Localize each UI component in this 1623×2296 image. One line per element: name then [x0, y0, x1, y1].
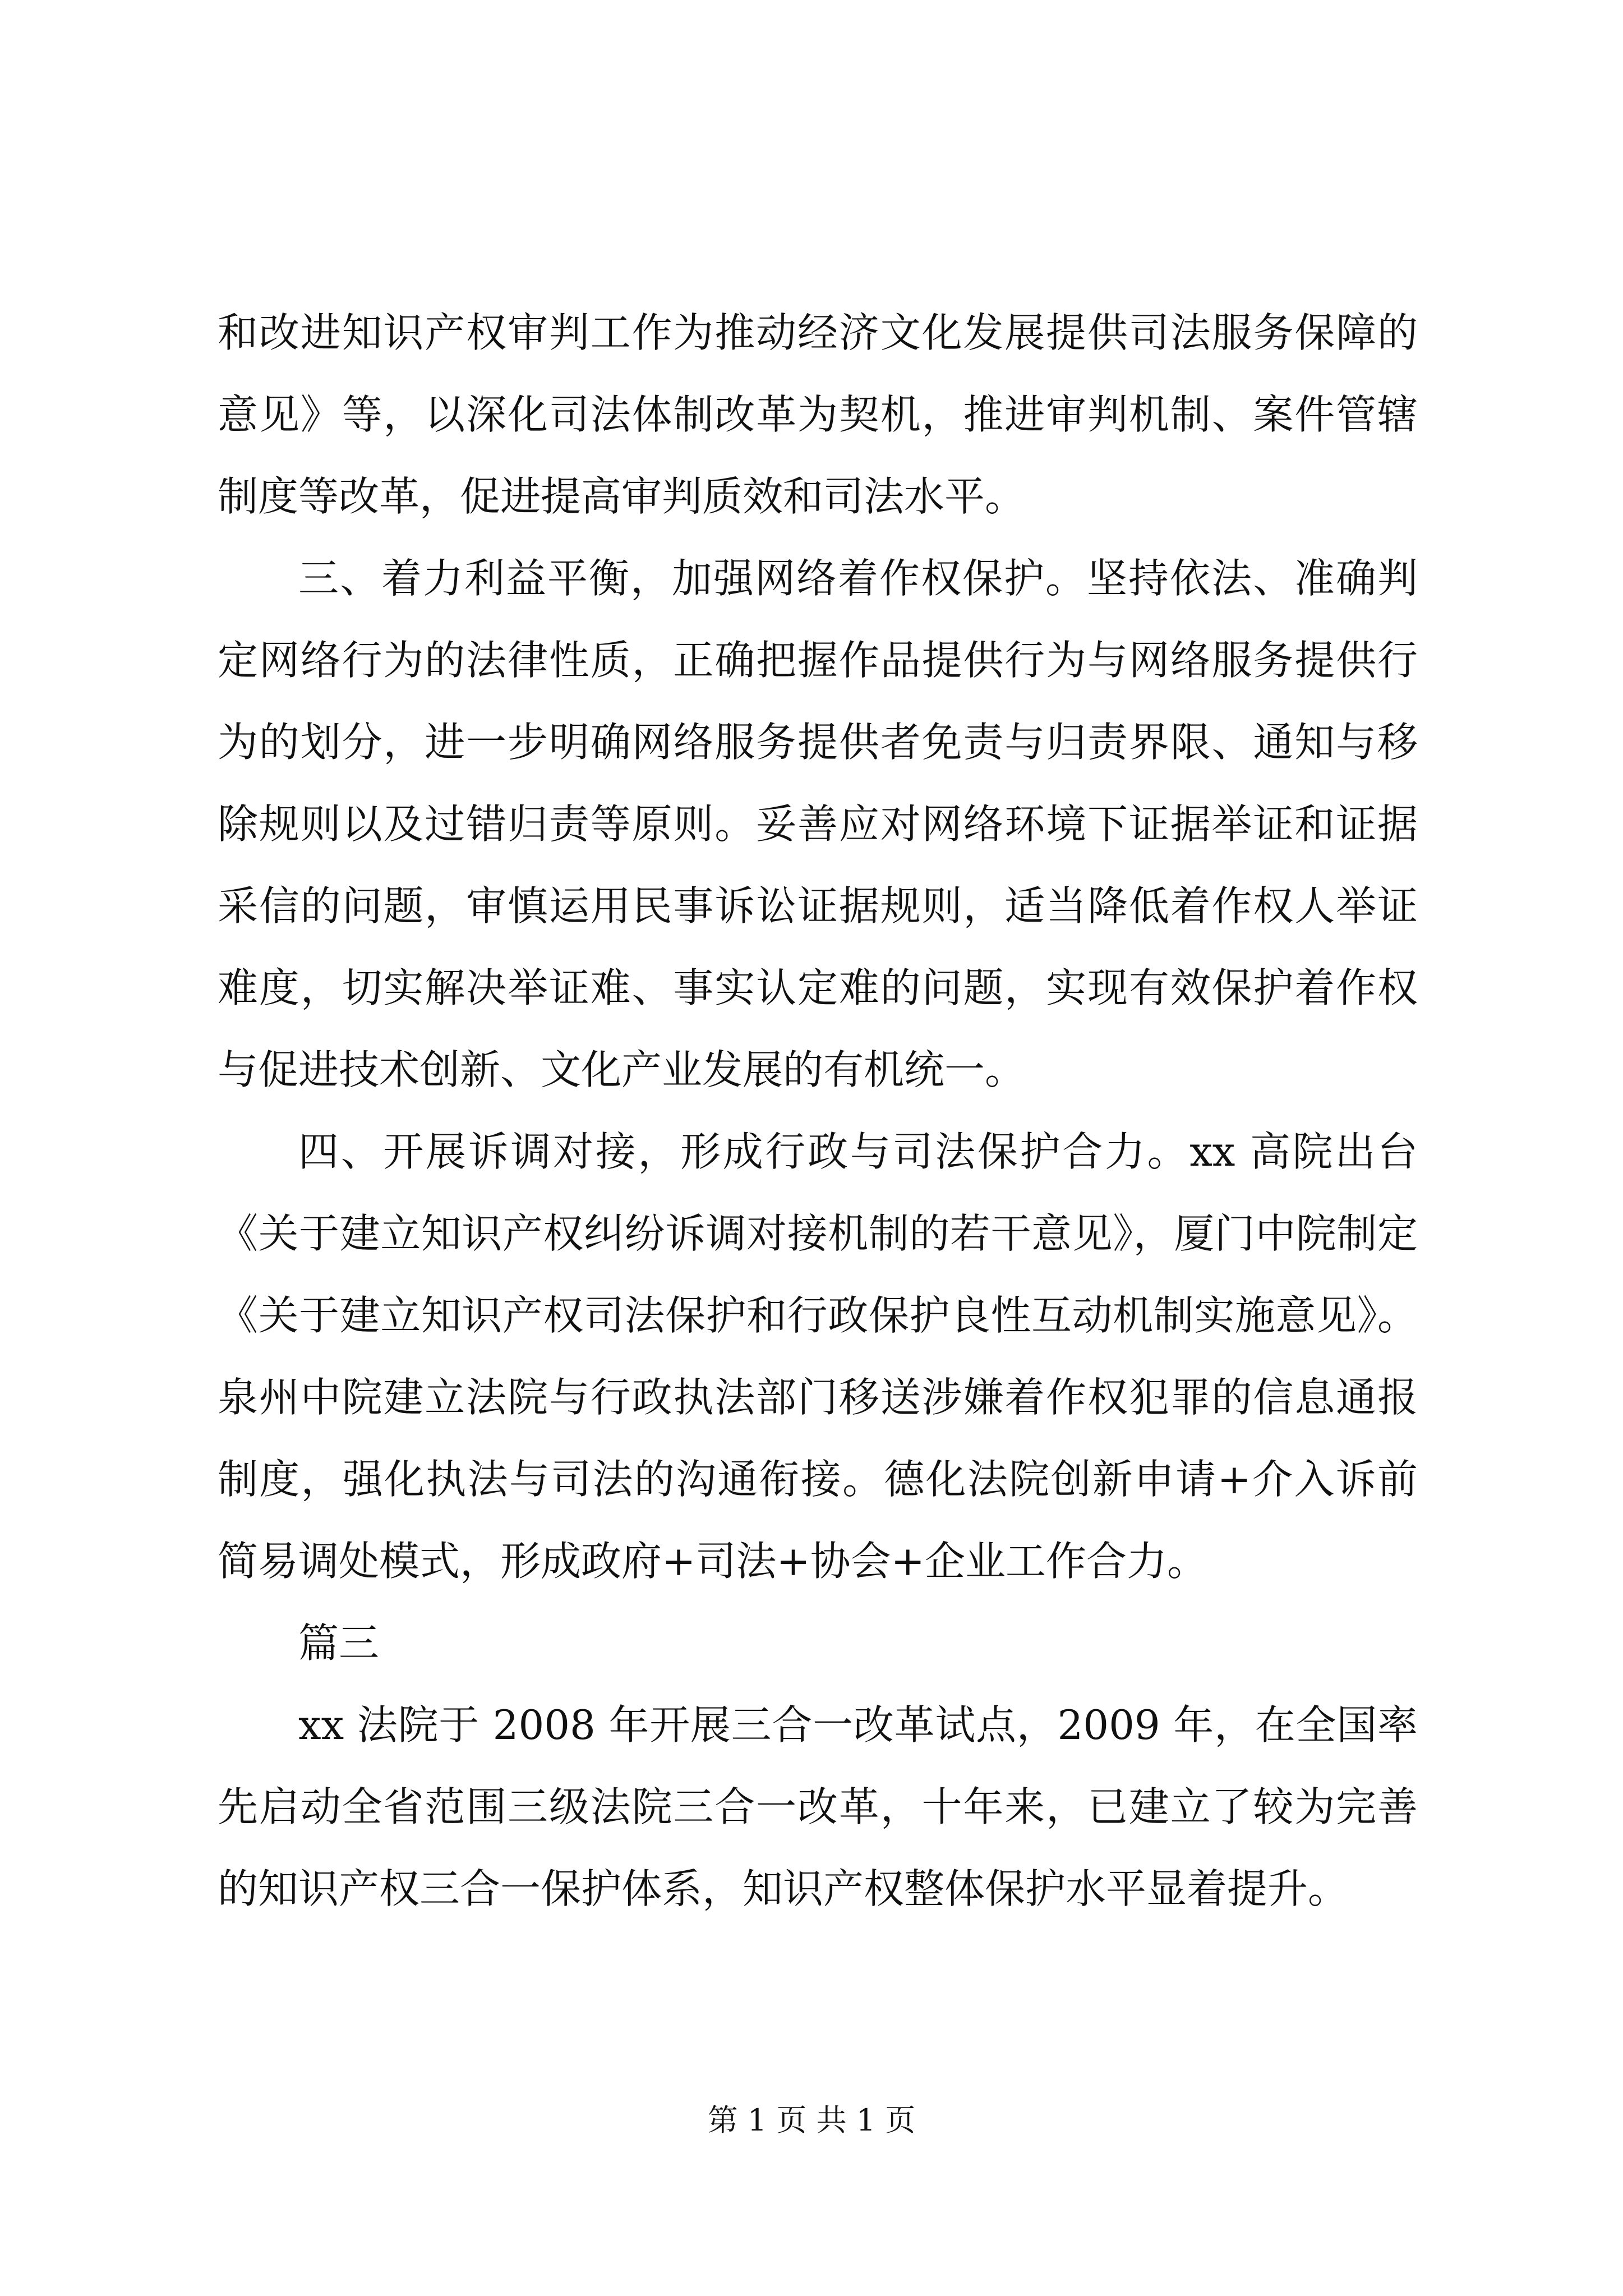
section-heading-part-three: 篇三	[298, 1619, 380, 1667]
paragraph-section-four: 四、开展诉调对接，形成行政与司法保护合力。xx 高院出台《关于建立知识产权纠纷诉调对接机制的若干意见》，厦门中院制定《关于建立知识产权司法保护和行政保护良性互动机制实施意见》。泉州中院建立法院与行政执法部门移送涉嫌着作权犯罪的信息通报制度，强化执法与司法的沟通衔接。德化法院创新申请+介入诉前简易调处模式，形成政府+司法+协会+企业工作合力。	[218, 1128, 1418, 1585]
document-body	[218, 292, 1418, 1930]
page-number-footer: 第 1 页 共 1 页	[707, 2102, 916, 2138]
paragraph-section-three: 三、着力利益平衡，加强网络着作权保护。坚持依法、准确判定网络行为的法律性质，正确把握作品提供行为与网络服务提供行为的划分，进一步明确网络服务提供者免责与归责界限、通知与移除规则以及过错归责等原则。妥善应对网络环境下证据举证和证据采信的问题，审慎运用民事诉讼证据规则，适当降低着作权人举证难度，切实解决举证难、事实认定难的问题，实现有效保护着作权与促进技术创新、文化产业发展的有机统一。	[218, 555, 1418, 1093]
paragraph-part-three-intro: xx 法院于 2008 年开展三合一改革试点，2009 年，在全国率先启动全省范围三级法院三合一改革，十年来，已建立了较为完善的知识产权三合一保护体系，知识产权整体保护水平显着提升。	[218, 1701, 1418, 1912]
paragraph-continued: 和改进知识产权审判工作为推动经济文化发展提供司法服务保障的意见》等，以深化司法体制改革为契机，推进审判机制、案件管辖制度等改革，促进提高审判质效和司法水平。	[218, 309, 1418, 520]
